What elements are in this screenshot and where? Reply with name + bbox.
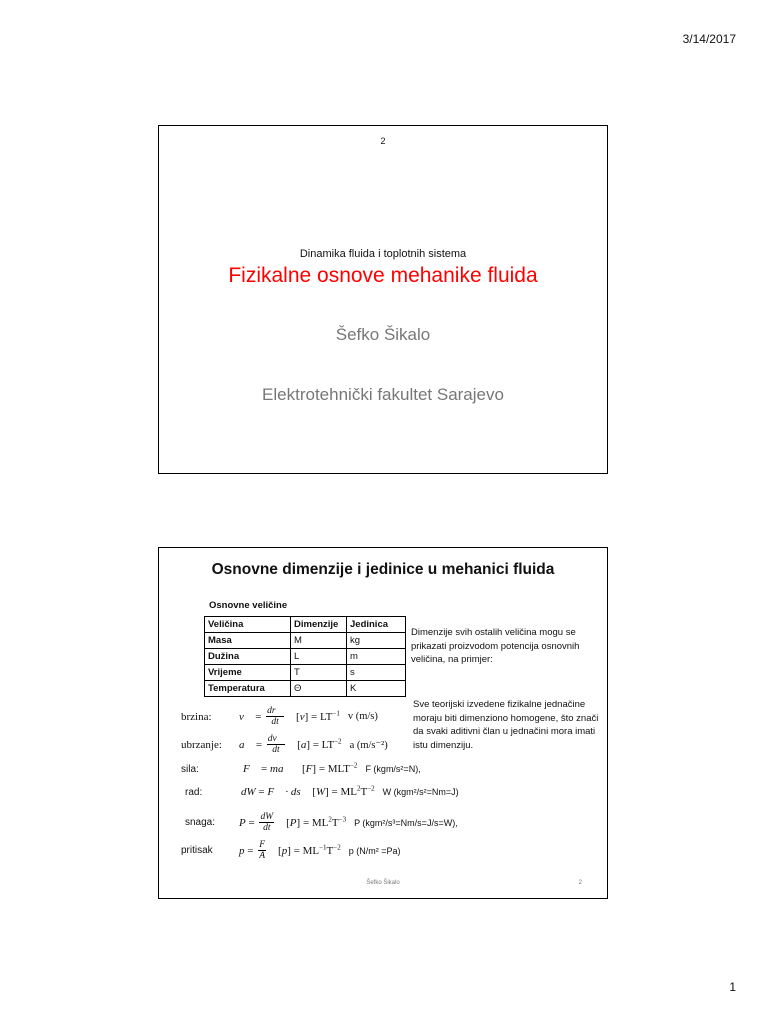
column-header: Veličina [205, 617, 291, 633]
pressure-dimension: $[p] = ML^{-1}T^{-2}$ [278, 842, 341, 857]
formula-label: brzina: [181, 710, 212, 723]
table-cell: Temperatura [205, 681, 291, 697]
formula-work [185, 786, 459, 798]
table-cell: m [347, 649, 406, 665]
institution-name: Elektrotehnički fakultet Sarajevo [262, 385, 504, 404]
course-subtitle: Dinamika fluida i toplotnih sistema [299, 248, 467, 260]
table-row [205, 649, 406, 665]
presentation-title: Fizikalne osnove mehanike fluida [228, 264, 538, 287]
formula-acceleration [181, 734, 388, 755]
table-cell: K [347, 681, 406, 697]
slide-number: 2 [380, 136, 386, 146]
slide-footer-number: 2 [578, 880, 582, 886]
power-equation: P = $\frac{dW}{dt}$ [239, 812, 274, 833]
slide-title [158, 125, 608, 474]
table-row [205, 665, 406, 681]
formula-label: pritisak [181, 845, 213, 856]
table-cell: Masa [205, 633, 291, 649]
formula-label: snaga: [185, 817, 216, 828]
dimensions-table [204, 616, 406, 697]
formula-power [185, 812, 458, 833]
table-cell: M [291, 633, 347, 649]
table-cell: Θ [291, 681, 347, 697]
work-equation: dW = F⃗ · ds⃗ [241, 786, 310, 798]
table-row [205, 681, 406, 697]
formula-label: ubrzanje: [181, 738, 222, 751]
slide-title: Osnovne dimenzije i jedinice u mehanici fluida [211, 561, 555, 578]
column-header: Dimenzije [291, 617, 347, 633]
table-cell: L [291, 649, 347, 665]
acceleration-dimension: $[a] = LT^{-2}$ [297, 736, 342, 751]
table-cell: Vrijeme [205, 665, 291, 681]
formula-unit: P (kgm²/s³=Nm/s=J/s=W), [354, 817, 458, 828]
table-header-row [205, 617, 406, 633]
table-caption: Osnovne veličine [209, 600, 288, 611]
formula-unit: W (kgm²/s²=Nm=J) [382, 787, 459, 797]
force-dimension: $[F] = MLT^{-2}$ [302, 761, 358, 775]
column-header: Jedinica [347, 617, 406, 633]
author-name: Šefko Šikalo [335, 325, 431, 344]
work-dimension: $[W] = ML^2T^{-2}$ [312, 784, 375, 798]
table-cell: kg [347, 633, 406, 649]
table-cell: s [347, 665, 406, 681]
pressure-equation: p = $\frac{F}{A}$ [239, 840, 266, 861]
acceleration-equation: a⃗ = $\frac{dv⃗}{dt}$ [239, 734, 285, 755]
formula-unit: p (N/m² =Pa) [348, 845, 401, 856]
velocity-dimension: $[v] = LT^{-1}$ [296, 708, 340, 723]
table-cell: Dužina [205, 649, 291, 665]
formula-label: rad: [185, 786, 203, 798]
dimension-note: Dimenzije svih ostalih veličina mogu se prikazati proizvodom potencija osnovnih veličina, na primjer: [411, 627, 580, 665]
formula-unit: a (m/s⁻²) [349, 739, 388, 751]
homogeneity-note: Sve teorijski izvedene fizikalne jednačine moraju biti dimenziono homogene, što znači da svaki aditivni član u jednačini mora imati istu dimenziju. [413, 699, 599, 751]
formula-force [181, 763, 421, 775]
page-number: 1 [729, 980, 736, 994]
slide-footer-author: Šefko Šikalo [366, 880, 400, 886]
formula-pressure [181, 840, 400, 861]
formula-unit: F (kgm/s²=N), [365, 764, 421, 774]
formula-unit: v (m/s) [347, 711, 378, 722]
page-date: 3/14/2017 [682, 32, 736, 46]
velocity-equation: v⃗ = $\frac{dr⃗}{dt}$ [239, 706, 284, 727]
slide-dimensions [158, 547, 608, 899]
force-equation: F⃗ = ma⃗ [243, 763, 292, 775]
formula-velocity [181, 706, 378, 727]
table-cell: T [291, 665, 347, 681]
formula-label: sila: [181, 763, 199, 775]
table-row [205, 633, 406, 649]
power-dimension: $[P] = ML^2T^{-3}$ [286, 814, 347, 829]
